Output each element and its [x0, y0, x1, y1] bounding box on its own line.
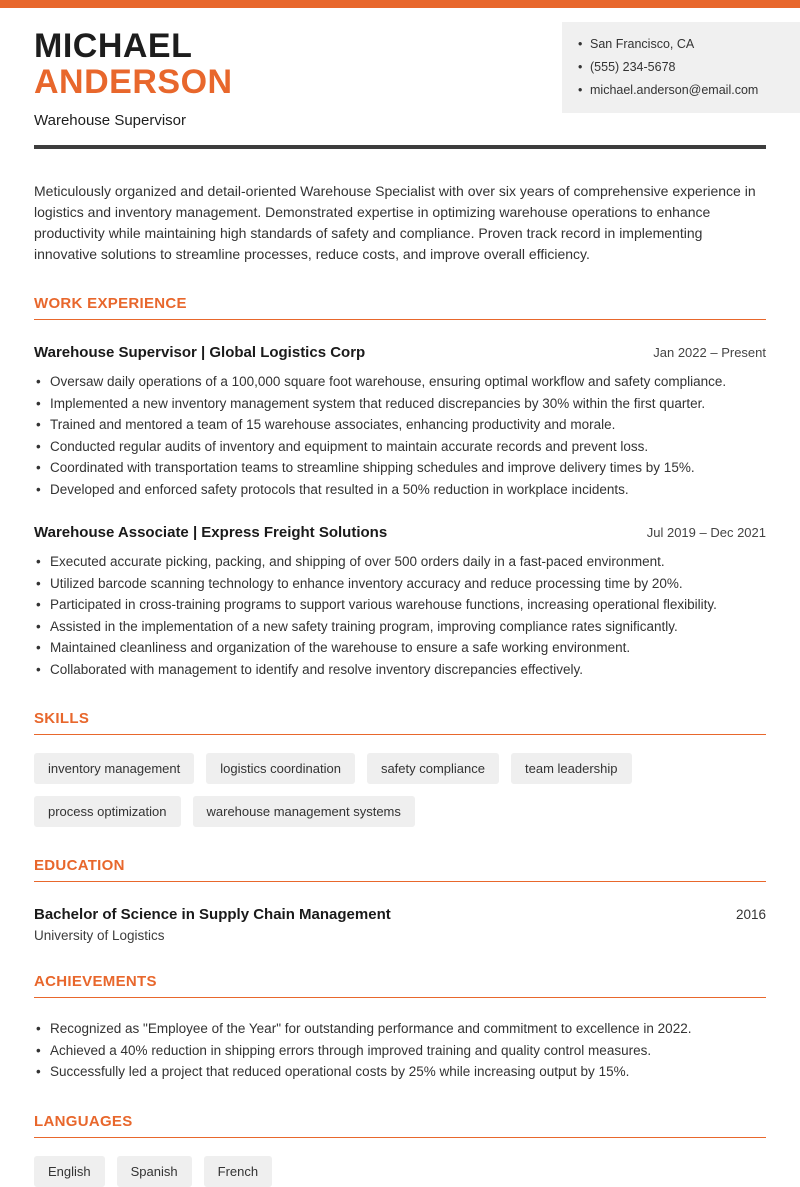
name-first: MICHAEL	[34, 27, 193, 65]
language-tag: English	[34, 1156, 105, 1187]
name-last: ANDERSON	[34, 63, 233, 102]
job-entry	[34, 344, 766, 500]
contact-location: • San Francisco, CA	[578, 33, 784, 56]
bullet-item: • Recognized as "Employee of the Year" for outstanding performance and commitment to excellence in 2022.	[34, 1018, 766, 1040]
degree-name: Bachelor of Science in Supply Chain Management	[34, 906, 391, 924]
skill-tag: logistics coordination	[206, 753, 355, 784]
section-title: WORK EXPERIENCE	[34, 295, 766, 320]
skill-tag: inventory management	[34, 753, 194, 784]
contact-card	[562, 22, 800, 113]
job-bullets	[34, 551, 766, 680]
bullet-item: • Developed and enforced safety protocols that resulted in a 50% reduction in workplace incidents.	[34, 479, 766, 501]
bullet-item: • Utilized barcode scanning technology to enhance inventory accuracy and reduce processing time by 20%.	[34, 573, 766, 595]
resume-header	[0, 8, 800, 149]
bullet-item: • Oversaw daily operations of a 100,000 square foot warehouse, ensuring optimal workflow and safety compliance.	[34, 371, 766, 393]
summary-paragraph: Meticulously organized and detail-oriented Warehouse Specialist with over six years of comprehensive experience in logistics and inventory management. Demonstrated expertise in optimizing warehouse operations to enhance productivity while maintaining high standards of safety and compliance. Proven track record in implementing innovative solutions to streamline processes, reduce costs, and improve overall efficiency.	[34, 183, 756, 263]
skill-tag: team leadership	[511, 753, 632, 784]
header-divider	[34, 145, 766, 149]
bullet-item: • Assisted in the implementation of a new safety training program, improving compliance rates significantly.	[34, 616, 766, 638]
top-accent-bar	[0, 0, 800, 8]
section-education	[34, 857, 766, 943]
bullet-item: • Coordinated with transportation teams to streamline shipping schedules and improve delivery times by 15%.	[34, 457, 766, 479]
school-name: University of Logistics	[34, 928, 165, 944]
skill-tag: process optimization	[34, 796, 181, 827]
language-tag: French	[204, 1156, 272, 1187]
degree-year: 2016	[735, 907, 766, 923]
bullet-item: • Executed accurate picking, packing, and shipping of over 500 orders daily in a fast-paced environment.	[34, 551, 766, 573]
achievement-bullets	[34, 1018, 766, 1083]
education-entry	[34, 906, 766, 923]
job-dates: Jul 2019 – Dec 2021	[646, 525, 766, 541]
job-heading: Warehouse Supervisor | Global Logistics Corp	[34, 344, 366, 362]
job-entry	[34, 524, 766, 680]
section-title: EDUCATION	[34, 857, 766, 882]
bullet-item: • Participated in cross-training programs to support various warehouse functions, increasing operational flexibility.	[34, 594, 766, 616]
bullet-item: • Achieved a 40% reduction in shipping errors through improved training and quality control measures.	[34, 1040, 766, 1062]
bullet-item: • Successfully led a project that reduced operational costs by 25% while increasing output by 15%.	[34, 1061, 766, 1083]
bullet-item: • Maintained cleanliness and organization of the warehouse to ensure a safe working environment.	[34, 637, 766, 659]
contact-phone: • (555) 234-5678	[578, 56, 784, 79]
skill-tag: warehouse management systems	[193, 796, 415, 827]
job-bullets	[34, 371, 766, 500]
job-dates: Jan 2022 – Present	[653, 345, 766, 361]
contact-email: • michael.anderson@email.com	[578, 79, 784, 102]
section-achievements	[34, 973, 766, 1083]
section-skills	[34, 710, 766, 827]
skill-tag-list	[34, 753, 766, 827]
skill-tag: safety compliance	[367, 753, 499, 784]
section-languages	[34, 1113, 766, 1187]
section-work-experience	[34, 295, 766, 680]
bullet-item: • Implemented a new inventory management system that reduced discrepancies by 30% within the first quarter.	[34, 393, 766, 415]
section-title: LANGUAGES	[34, 1113, 766, 1138]
section-title: SKILLS	[34, 710, 766, 735]
job-heading: Warehouse Associate | Express Freight Solutions	[34, 524, 388, 542]
bullet-item: • Collaborated with management to identify and resolve inventory discrepancies effectively.	[34, 659, 766, 681]
job-header	[34, 344, 766, 361]
language-tag: Spanish	[117, 1156, 192, 1187]
resume-body	[0, 181, 800, 1187]
language-tag-list	[34, 1156, 766, 1187]
bullet-item: • Conducted regular audits of inventory and equipment to maintain accurate records and prevent loss.	[34, 436, 766, 458]
header-role: Warehouse Supervisor	[34, 112, 187, 130]
bullet-item: • Trained and mentored a team of 15 warehouse associates, enhancing productivity and morale.	[34, 414, 766, 436]
job-header	[34, 524, 766, 541]
section-title: ACHIEVEMENTS	[34, 973, 766, 998]
